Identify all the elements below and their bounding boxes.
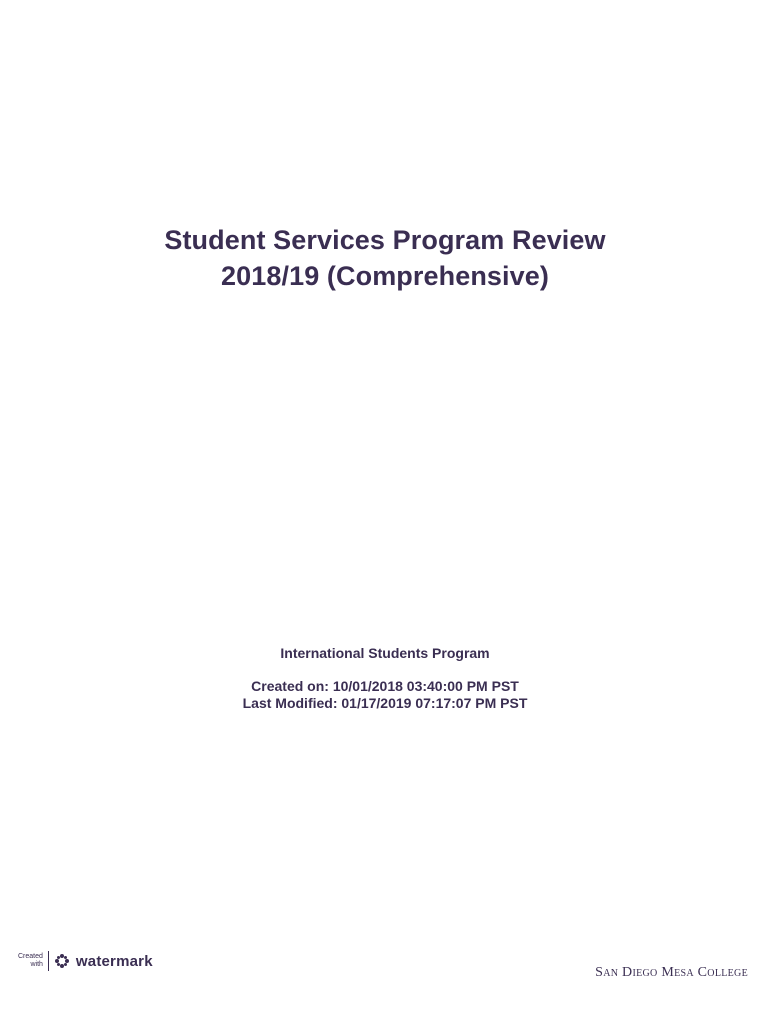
program-name: International Students Program [280, 645, 490, 661]
created-on: Created on: 10/01/2018 03:40:00 PM PST [251, 678, 519, 694]
last-modified: Last Modified: 01/17/2019 07:17:07 PM PST [242, 695, 528, 711]
watermark-logo [18, 948, 153, 974]
created-label: Created [18, 953, 43, 960]
watermark-flower-icon [54, 953, 70, 969]
created-with-label [18, 953, 43, 969]
college-logo: San Diego Mesa College [595, 965, 748, 980]
watermark-brand: watermark [75, 952, 153, 970]
logo-divider [48, 951, 49, 971]
document-title [0, 222, 770, 294]
title-line-2: 2018/19 (Comprehensive) [221, 261, 549, 291]
with-label: with [30, 961, 43, 968]
document-meta [0, 644, 770, 712]
title-line-1: Student Services Program Review [164, 225, 606, 255]
